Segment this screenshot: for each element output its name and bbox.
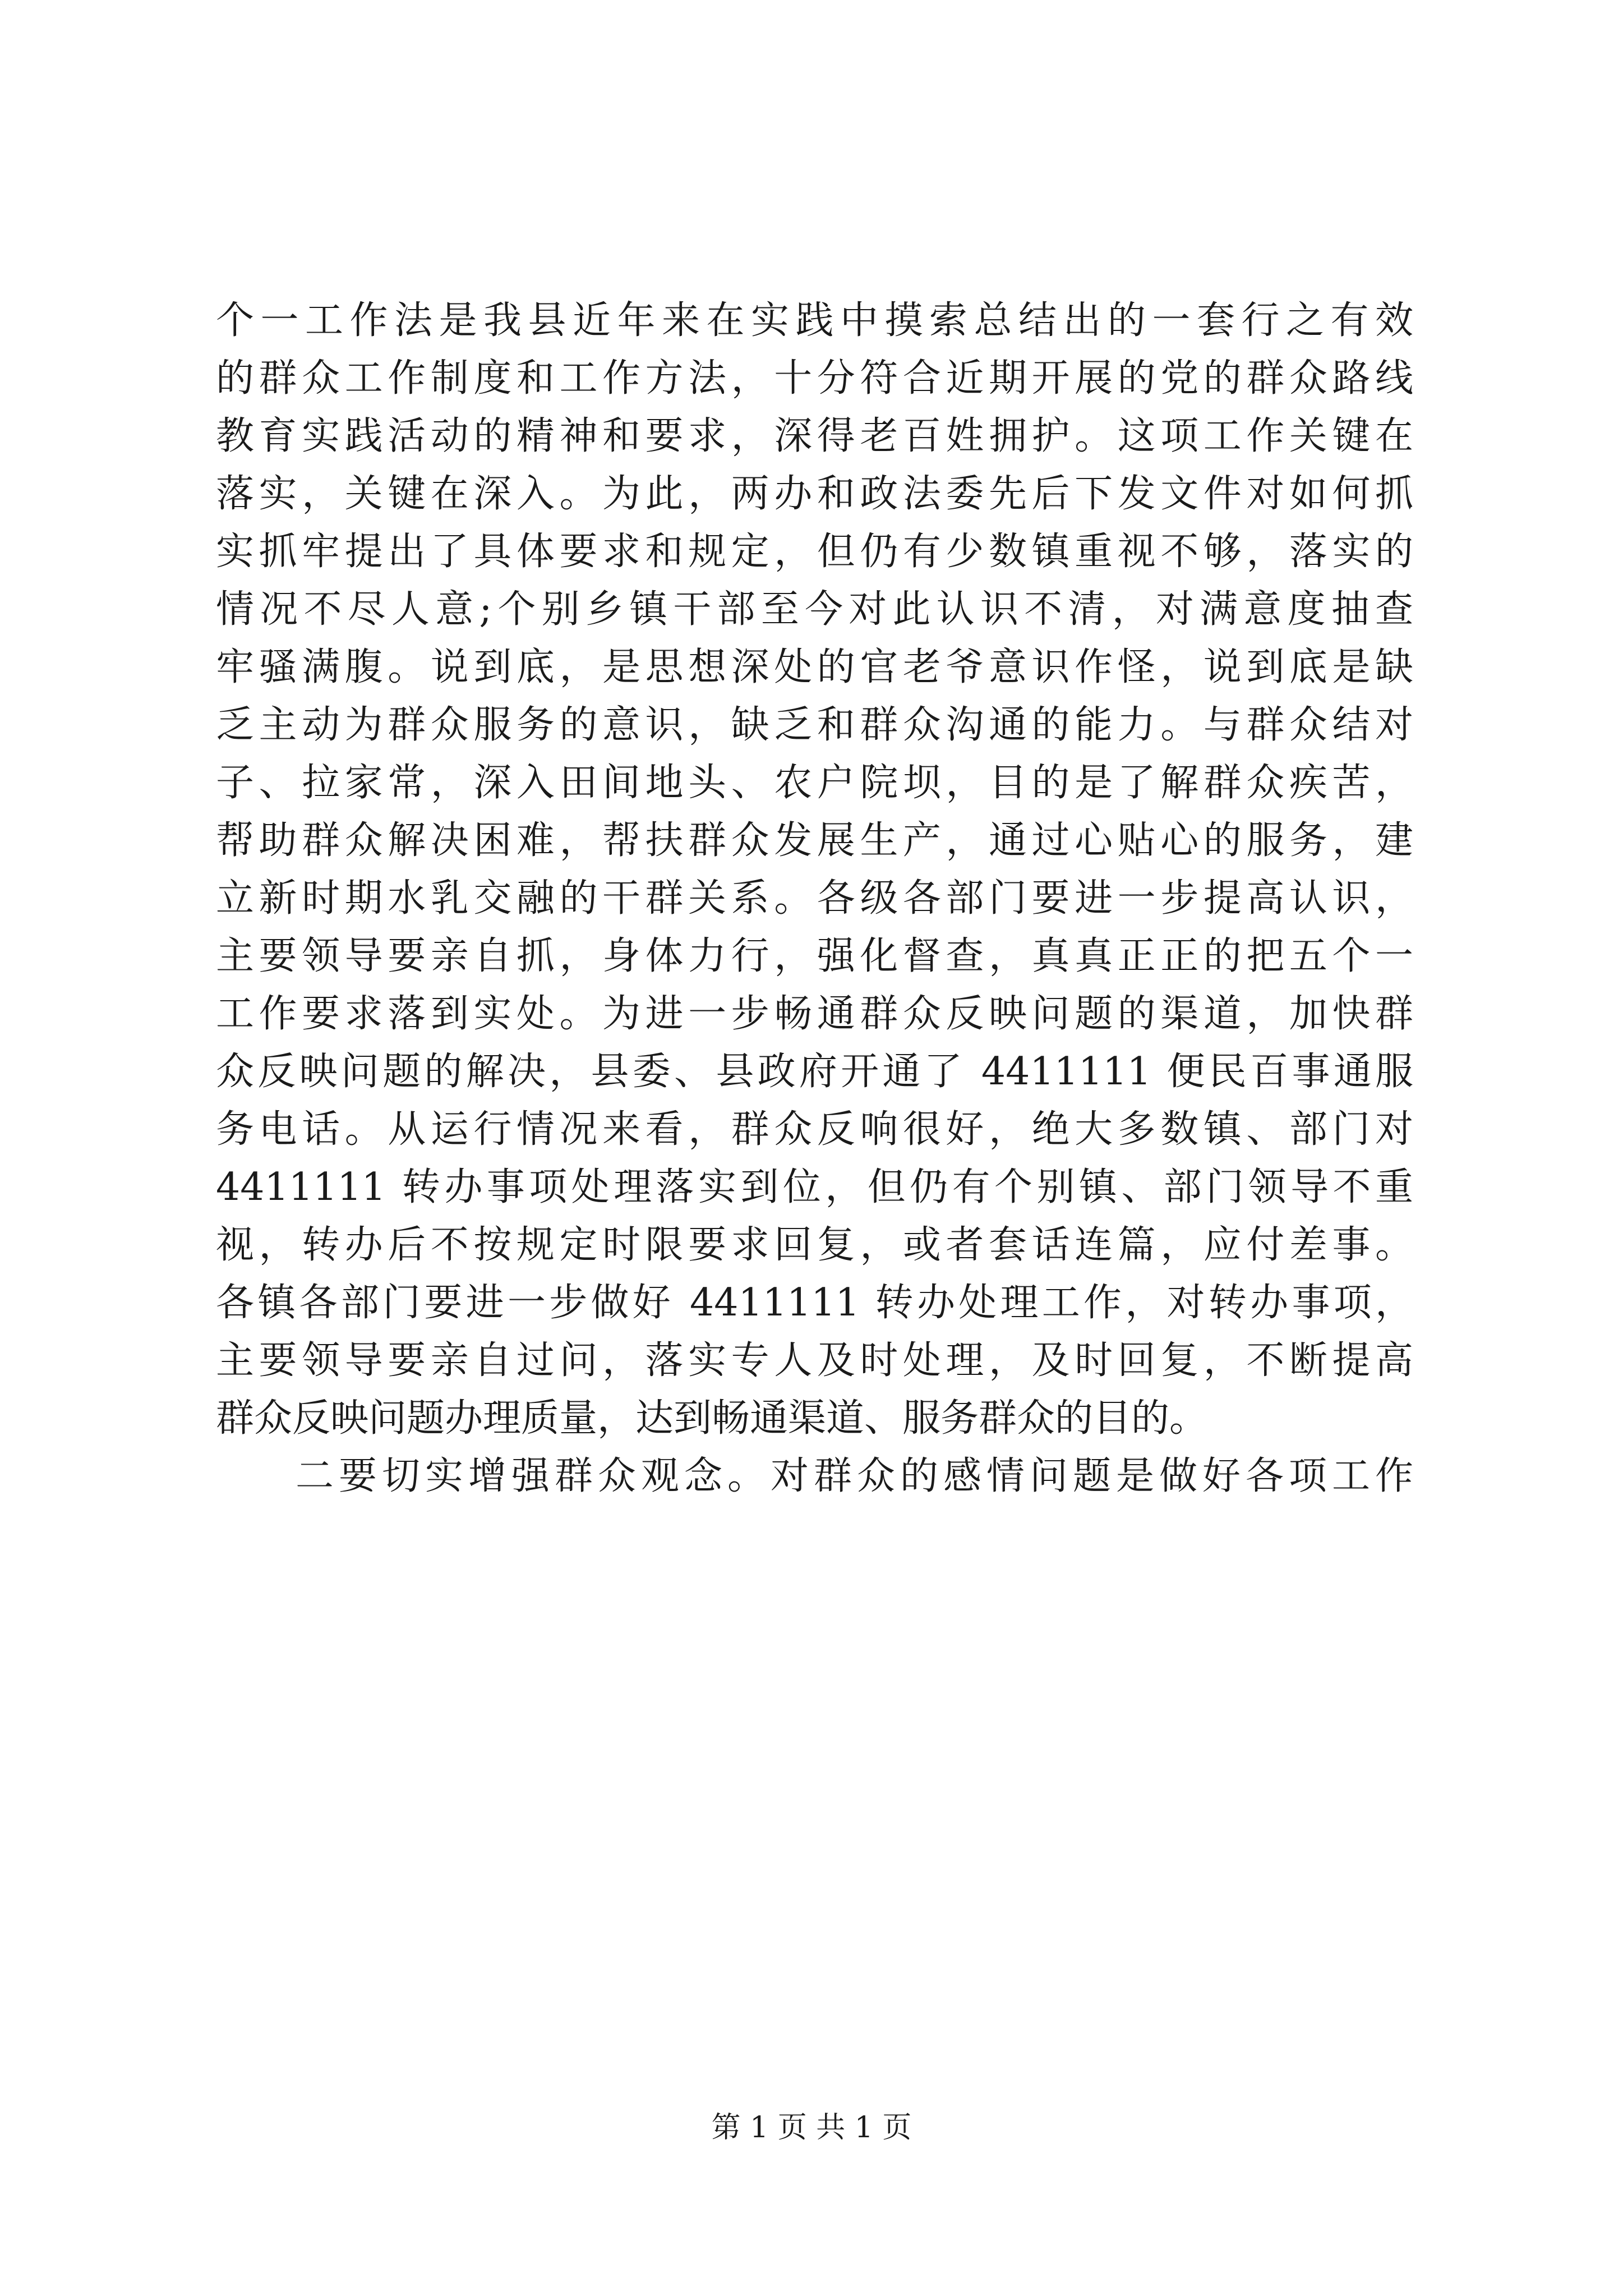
paragraph-line: 群众反映问题办理质量，达到畅通渠道、服务群众的目的。 (216, 1396, 1208, 1441)
paragraph-line: 4411111 转办事项处理落实到位，但仍有个别镇、部门领导不重 (216, 1165, 1413, 1209)
paragraph-line: 主要领导要亲自抓，身体力行，强化督查，真真正正的把五个一 (216, 934, 1413, 978)
document-body (216, 292, 1413, 1505)
paragraph-line: 的群众工作制度和工作方法，十分符合近期开展的党的群众路线 (216, 356, 1413, 401)
paragraph-line: 立新时期水乳交融的干群关系。各级各部门要进一步提高认识， (216, 876, 1413, 921)
paragraph-line: 实抓牢提出了具体要求和规定，但仍有少数镇重视不够，落实的 (216, 530, 1413, 574)
paragraph-line: 务电话。从运行情况来看，群众反响很好，绝大多数镇、部门对 (216, 1107, 1413, 1152)
paragraph-line: 二要切实增强群众观念。对群众的感情问题是做好各项工作 (296, 1454, 1413, 1498)
paragraph-line: 视，转办后不按规定时限要求回复，或者套话连篇，应付差事。 (216, 1223, 1413, 1267)
paragraph-line: 落实，关键在深入。为此，两办和政法委先后下发文件对如何抓 (216, 472, 1413, 516)
paragraph-line: 子、拉家常，深入田间地头、农户院坝，目的是了解群众疾苦， (216, 761, 1413, 805)
paragraph-line: 乏主动为群众服务的意识，缺乏和群众沟通的能力。与群众结对 (216, 703, 1413, 747)
paragraph-line: 情况不尽人意;个别乡镇干部至今对此认识不清，对满意度抽查 (216, 587, 1413, 632)
paragraph-line: 帮助群众解决困难，帮扶群众发展生产，通过心贴心的服务，建 (216, 818, 1413, 863)
paragraph-line: 个一工作法是我县近年来在实践中摸索总结出的一套行之有效 (216, 298, 1413, 343)
paragraph-line: 众反映问题的解决，县委、县政府开通了 4411111 便民百事通服 (216, 1050, 1413, 1094)
paragraph-line: 教育实践活动的精神和要求，深得老百姓拥护。这项工作关键在 (216, 414, 1413, 458)
paragraph-line: 牢骚满腹。说到底，是思想深处的官老爷意识作怪，说到底是缺 (216, 645, 1413, 689)
page-footer: 第 1 页 共 1 页 (711, 2111, 912, 2145)
paragraph-line: 主要领导要亲自过问，落实专人及时处理，及时回复，不断提高 (216, 1338, 1413, 1383)
paragraph-line: 各镇各部门要进一步做好 4411111 转办处理工作，对转办事项， (216, 1281, 1413, 1325)
paragraph-line: 工作要求落到实处。为进一步畅通群众反映问题的渠道，加快群 (216, 992, 1413, 1036)
